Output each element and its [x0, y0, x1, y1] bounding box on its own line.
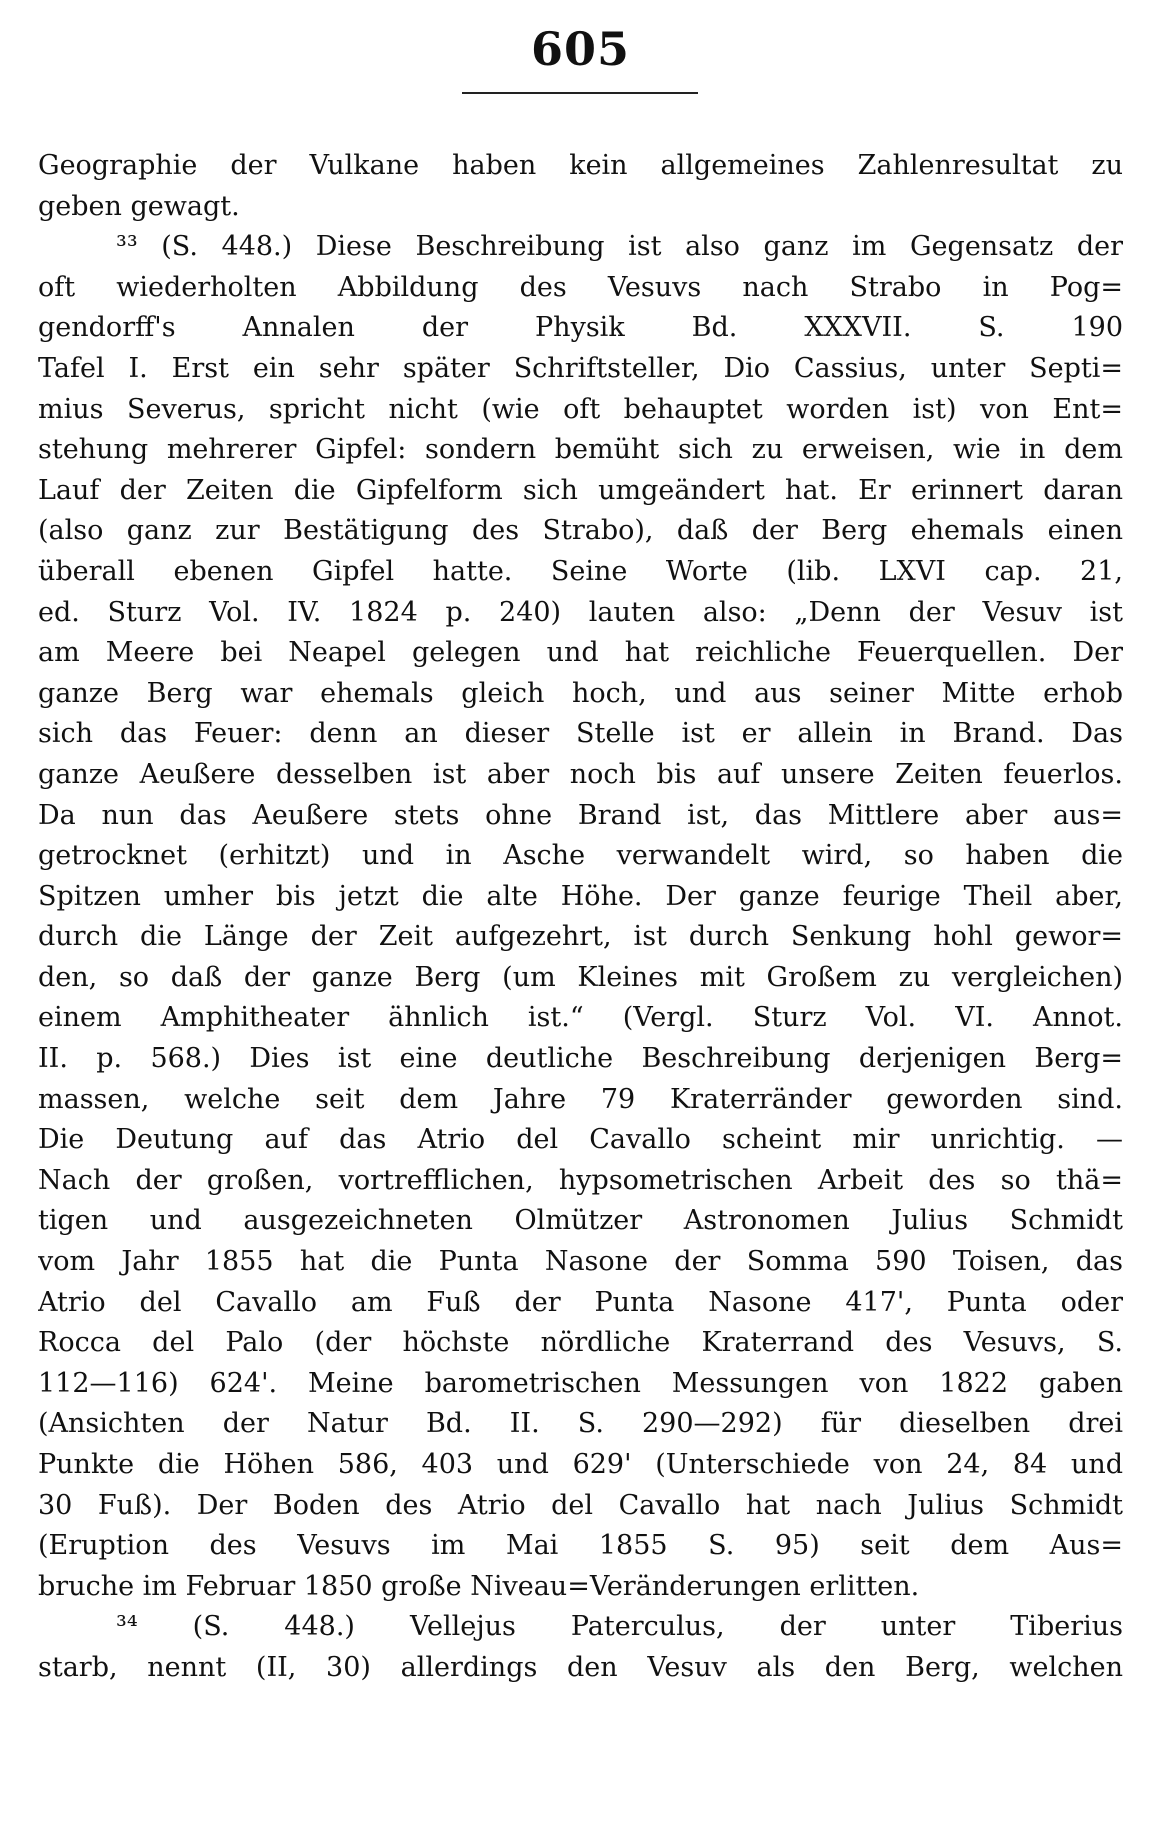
text-line: (Eruption des Vesuvs im Mai 1855 S. 95) seit dem Aus=: [38, 1530, 1123, 1562]
text-line: bruche im Februar 1850 große Niveau=Veränderungen erlitten.: [38, 1570, 920, 1602]
text-line: oft wiederholten Abbildung des Vesuvs nach Strabo in Pog=: [38, 271, 1123, 303]
text-line: Geographie der Vulkane haben kein allgemeines Zahlenresultat zu: [38, 150, 1123, 181]
text-line: 112—116) 624'. Meine barometrischen Messungen von 1822 gaben: [38, 1367, 1123, 1399]
text-line: am Meere bei Neapel gelegen und hat reichliche Feuerquellen. Der: [38, 637, 1123, 669]
footnote-34-line: ³⁴ (S. 448.) Vellejus Paterculus, der unter Tiberius: [116, 1611, 1123, 1643]
text-line: stehung mehrerer Gipfel: sondern bemüht sich zu erweisen, wie in dem: [38, 434, 1123, 466]
text-line: vom Jahr 1855 hat die Punta Nasone der Somma 590 Toisen, das: [38, 1246, 1123, 1278]
text-line: einem Amphitheater ähnlich ist.“ (Vergl. Sturz Vol. VI. Annot.: [38, 1002, 1123, 1034]
text-line: massen, welche seit dem Jahre 79 Kraterränder geworden sind.: [38, 1083, 1123, 1115]
page-number: 605: [530, 22, 631, 76]
text-line: 30 Fuß). Der Boden des Atrio del Cavallo hat nach Julius Schmidt: [38, 1489, 1123, 1521]
text-line: ganze Aeußere desselben ist aber noch bis auf unsere Zeiten feuerlos.: [38, 758, 1123, 790]
text-line: Spitzen umher bis jetzt die alte Höhe. Der ganze feurige Theil aber,: [38, 880, 1123, 912]
text-line: Atrio del Cavallo am Fuß der Punta Nasone 417', Punta oder: [38, 1286, 1123, 1318]
text-line: Lauf der Zeiten die Gipfelform sich umgeändert hat. Er erinnert daran: [38, 474, 1123, 506]
text-line: II. p. 568.) Dies ist eine deutliche Beschreibung derjenigen Berg=: [38, 1043, 1123, 1075]
text-line: Da nun das Aeußere stets ohne Brand ist, das Mittlere aber aus=: [38, 799, 1123, 831]
text-line: starb, nennt (II, 30) allerdings den Vesuv als den Berg, welchen: [38, 1651, 1123, 1683]
body-text: [38, 146, 1123, 1689]
text-line: geben gewagt.: [38, 190, 240, 222]
text-line: getrocknet (erhitzt) und in Asche verwandelt wird, so haben die: [38, 840, 1123, 872]
text-line: Tafel I. Erst ein sehr später Schriftsteller, Dio Cassius, unter Septi=: [38, 352, 1123, 384]
text-line: Punkte die Höhen 586, 403 und 629' (Unterschiede von 24, 84 und: [38, 1449, 1123, 1480]
text-line: ed. Sturz Vol. IV. 1824 p. 240) lauten also: „Denn der Vesuv ist: [38, 596, 1123, 628]
text-line: ganze Berg war ehemals gleich hoch, und aus seiner Mitte erhob: [38, 677, 1123, 709]
text-line: mius Severus, spricht nicht (wie oft behauptet worden ist) von Ent=: [38, 393, 1123, 425]
text-line: den, so daß der ganze Berg (um Kleines mit Großem zu vergleichen): [38, 961, 1123, 993]
text-line: Rocca del Palo (der höchste nördliche Kraterrand des Vesuvs, S.: [38, 1327, 1123, 1359]
text-line: überall ebenen Gipfel hatte. Seine Worte (lib. LXVI cap. 21,: [38, 555, 1123, 587]
text-line: (also ganz zur Bestätigung des Strabo), daß der Berg ehemals einen: [38, 515, 1123, 547]
text-line: gendorff's Annalen der Physik Bd. XXXVII. S. 190: [38, 312, 1123, 344]
text-line: (Ansichten der Natur Bd. II. S. 290—292) für dieselben drei: [38, 1408, 1123, 1440]
text-line: Nach der großen, vortrefflichen, hypsometrischen Arbeit des so thä=: [38, 1164, 1123, 1196]
text-line: durch die Länge der Zeit aufgezehrt, ist durch Senkung hohl gewor=: [38, 921, 1123, 953]
text-line: Die Deutung auf das Atrio del Cavallo scheint mir unrichtig. —: [38, 1124, 1123, 1156]
text-line: tigen und ausgezeichneten Olmützer Astronomen Julius Schmidt: [38, 1205, 1123, 1237]
footnote-33-line: ³³ (S. 448.) Diese Beschreibung ist also ganz im Gegensatz der: [116, 231, 1123, 263]
text-line: sich das Feuer: denn an dieser Stelle ist er allein in Brand. Das: [38, 718, 1123, 750]
header-rule: [462, 92, 698, 94]
